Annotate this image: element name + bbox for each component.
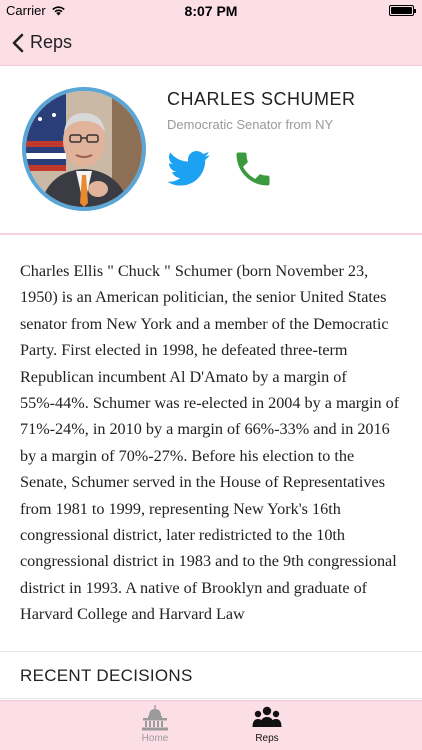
- status-battery: [389, 5, 414, 16]
- twitter-icon[interactable]: [167, 151, 211, 187]
- back-button-label: Reps: [30, 32, 73, 52]
- avatar: [22, 87, 146, 211]
- battery-fill: [391, 7, 412, 14]
- tab-reps[interactable]: [222, 705, 312, 744]
- status-time: 8:07 PM: [184, 3, 238, 19]
- back-button[interactable]: [12, 32, 72, 53]
- biography-text: Charles Ellis " Chuck " Schumer (born November 23, 1950) is an American politician, the senior United States senator from New York and a member of the Democratic Party. First elected in 1998, he defeated three-term Republican incumbent Al D'Amato by a margin of 55%-44%. Schumer was re-elected in 2004 by a margin of 71%-24%, in 2010 by a margin of 66%-33% and in 2016 by a margin of 70%-27%. Before his election to the Senate, Schumer served in the House of Representatives from 1981 to 1999, representing New York's 16th congressional district, later redistricted to the 10th congressional district in 1983 and to the 9th congressional district in 1993. A native of Brooklyn and graduate of Harvard College and Harvard Law: [20, 262, 400, 624]
- portrait-image: [26, 91, 142, 207]
- battery-icon: [389, 5, 414, 16]
- phone-icon[interactable]: [231, 147, 275, 191]
- capitol-icon: [141, 705, 169, 731]
- recent-decisions-title: RECENT DECISIONS: [20, 666, 193, 685]
- chevron-left-icon: [12, 33, 24, 53]
- representative-title: Democratic Senator from NY: [167, 117, 334, 132]
- tab-bar: [0, 700, 422, 750]
- profile-header: [0, 67, 422, 235]
- tab-reps-label: Reps: [255, 733, 279, 744]
- navigation-bar: [0, 22, 422, 66]
- people-icon: [252, 705, 282, 731]
- carrier-label: Carrier: [6, 3, 46, 18]
- tab-home-label: Home: [141, 733, 169, 744]
- tab-home[interactable]: [110, 705, 200, 744]
- representative-name: CHARLES SCHUMER: [167, 89, 356, 109]
- recent-decisions-section[interactable]: [0, 651, 422, 699]
- contact-actions: [167, 147, 275, 191]
- status-bar: [0, 0, 422, 22]
